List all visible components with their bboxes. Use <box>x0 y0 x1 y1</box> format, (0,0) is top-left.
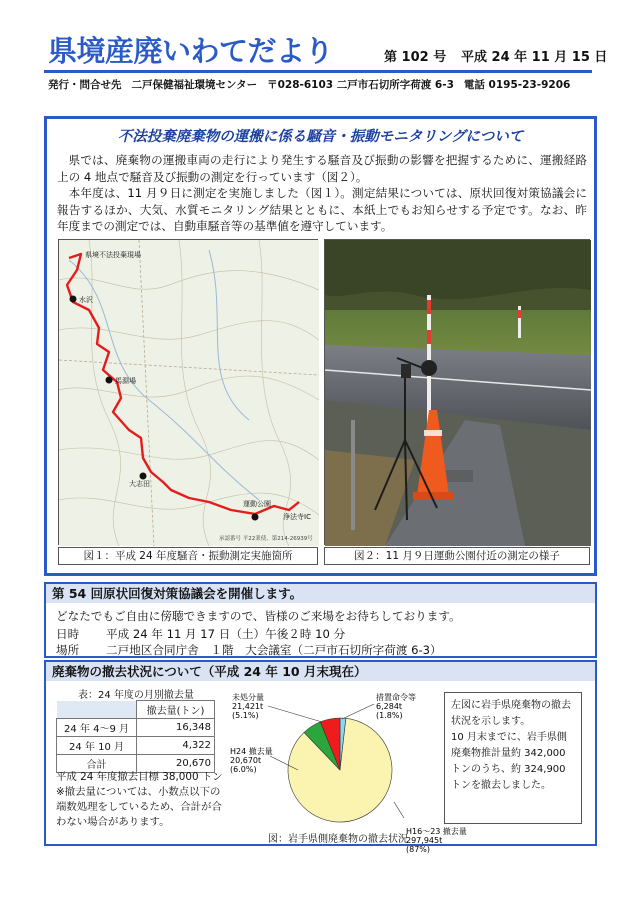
figure2-caption: 図２：11 月９日運動公園付近の測定の様子 <box>324 547 590 565</box>
publisher-address: 〒028-6103 二戸市石切所字荷渡 6-3 <box>267 79 454 91</box>
removal-summary-box <box>444 692 582 824</box>
map-point-mabuchiba <box>106 377 113 384</box>
measurement-photo <box>325 240 591 546</box>
issue-number: 第 102 号 <box>384 50 447 65</box>
figure1-caption: 図１：平成 24 年度騒音・振動測定実施箇所 <box>58 547 318 565</box>
table-row <box>57 737 215 755</box>
table-header-cell: 撤去量(トン) <box>137 701 215 719</box>
route-map-figure <box>58 239 318 545</box>
map-label-p2: 馬淵場 <box>115 377 136 385</box>
council-meeting-datetime <box>56 626 345 642</box>
map-credit: 承認番号 平22業使、第214-26939号 <box>219 536 313 542</box>
rounding-note: ※撤去量については、小数点以下の端数処理をしているため、合計が合わない場合があります。 <box>56 786 222 828</box>
monthly-removal-table <box>56 700 215 773</box>
datetime-value: 平成 24 年 11 月 17 日（土）午後２時 10 分 <box>106 627 346 641</box>
map-point-undokoen <box>252 514 259 521</box>
removal-notes <box>56 770 226 830</box>
publisher-phone: 電話 0195-23-9206 <box>463 79 571 91</box>
summary-text: 左図に岩手県廃棄物の撤去状況を示します。 <box>451 700 571 727</box>
council-meeting-place <box>56 642 442 658</box>
pie-label: 未処分量 21,421t (5.1%) <box>232 693 264 720</box>
pie-leader-line <box>342 704 374 719</box>
table-row-label: 24 年 10 月 <box>57 737 137 755</box>
place-label: 場所 <box>56 643 80 657</box>
article-paragraph: 本年度は、11 月９日に測定を実施しました（図１）。測定結果については、原状回復対策協議会に報告するほか、大気、水質モニタリング結果とともに、本紙上でもお知らせする予定です。なお、昨年度までの測定では、自動車騒音等の基準値を遵守しています。 <box>57 186 587 233</box>
removal-table-title: 表：24 年度の月別撤去量 <box>78 690 194 701</box>
datetime-label: 日時 <box>56 627 80 641</box>
measurement-photo-figure <box>324 239 590 545</box>
pie-chart-svg <box>224 686 467 854</box>
council-meeting-heading: 第 54 回原状回復対策協議会を開催します。 <box>46 584 595 603</box>
removal-status-heading: 廃棄物の撤去状況について（平成 24 年 10 月末現在） <box>46 662 595 681</box>
pie-leader-line <box>268 706 322 722</box>
place-value: 二戸地区合同庁舎 １階 大会議室（二戸市石切所字荷渡 6-3） <box>106 643 442 657</box>
article-paragraph: 県では、廃棄物の運搬車両の走行により発生する騒音及び振動の影響を把握するために、運搬経路上の 4 地点で騒音及び振動の測定を行っています（図２）。 <box>57 153 587 184</box>
table-header-row <box>57 701 215 719</box>
table-row-value: 20,670 <box>137 755 215 773</box>
pie-label: 措置命令等 6,284t (1.8%) <box>376 693 416 720</box>
table-row-value: 16,348 <box>137 719 215 737</box>
masthead-rule <box>44 70 592 73</box>
monitoring-article-body <box>57 152 587 235</box>
pie-chart-caption: 図：岩手県側廃棄物の撤去状況 <box>268 834 408 845</box>
route-map-illustration <box>59 240 319 546</box>
monitoring-article-title: 不法投棄廃棄物の運搬に係る騒音・振動モニタリングについて <box>117 129 524 145</box>
publisher-label: 発行・問合せ先 <box>48 79 122 91</box>
table-row <box>57 719 215 737</box>
monitoring-article <box>44 116 597 576</box>
map-label-ic: 浄法寺IC <box>283 513 311 521</box>
map-label-p1: 水沢 <box>79 296 93 304</box>
table-row-label: 合計 <box>57 755 137 773</box>
map-point-oshida <box>140 473 147 480</box>
issue-date: 平成 24 年 11 月 15 日 <box>461 50 608 65</box>
map-label-p3: 大志田 <box>129 480 150 488</box>
table-row-label: 24 年 4～9 月 <box>57 719 137 737</box>
summary-text: 10 月末までに、岩手県側廃棄物推計量約 342,000 トンのうち、約 324,900 トンを撤去しました。 <box>451 732 567 791</box>
map-label-site: 県境不法投棄現場 <box>85 251 141 259</box>
publisher-name: 二戸保健福祉環境センター <box>131 79 258 91</box>
publisher-line <box>48 77 592 92</box>
newsletter-title: 県境産廃いわてだより <box>48 34 334 68</box>
removal-status-article <box>44 660 597 854</box>
pie-leader-line <box>394 802 404 818</box>
masthead <box>44 34 608 96</box>
table-row-value: 4,322 <box>137 737 215 755</box>
map-label-p4: 運動公園 <box>243 500 271 508</box>
removal-target: 平成 24 年度撤去目標 38,000 トン <box>56 771 223 783</box>
removal-pie-chart <box>224 686 467 854</box>
marker-pole-right <box>518 306 521 338</box>
council-meeting-notice <box>44 582 597 658</box>
pie-label: H16～23 撤去量 297,945t (87%) <box>406 827 467 854</box>
table-corner-cell <box>57 701 137 719</box>
map-point-mizusawa <box>70 296 77 303</box>
pie-label: H24 撤去量 20,670t (6.0%) <box>230 747 273 774</box>
council-meeting-intro: どなたでもご自由に傍聴できますので、皆様のご来場をお待ちしております。 <box>56 609 461 623</box>
